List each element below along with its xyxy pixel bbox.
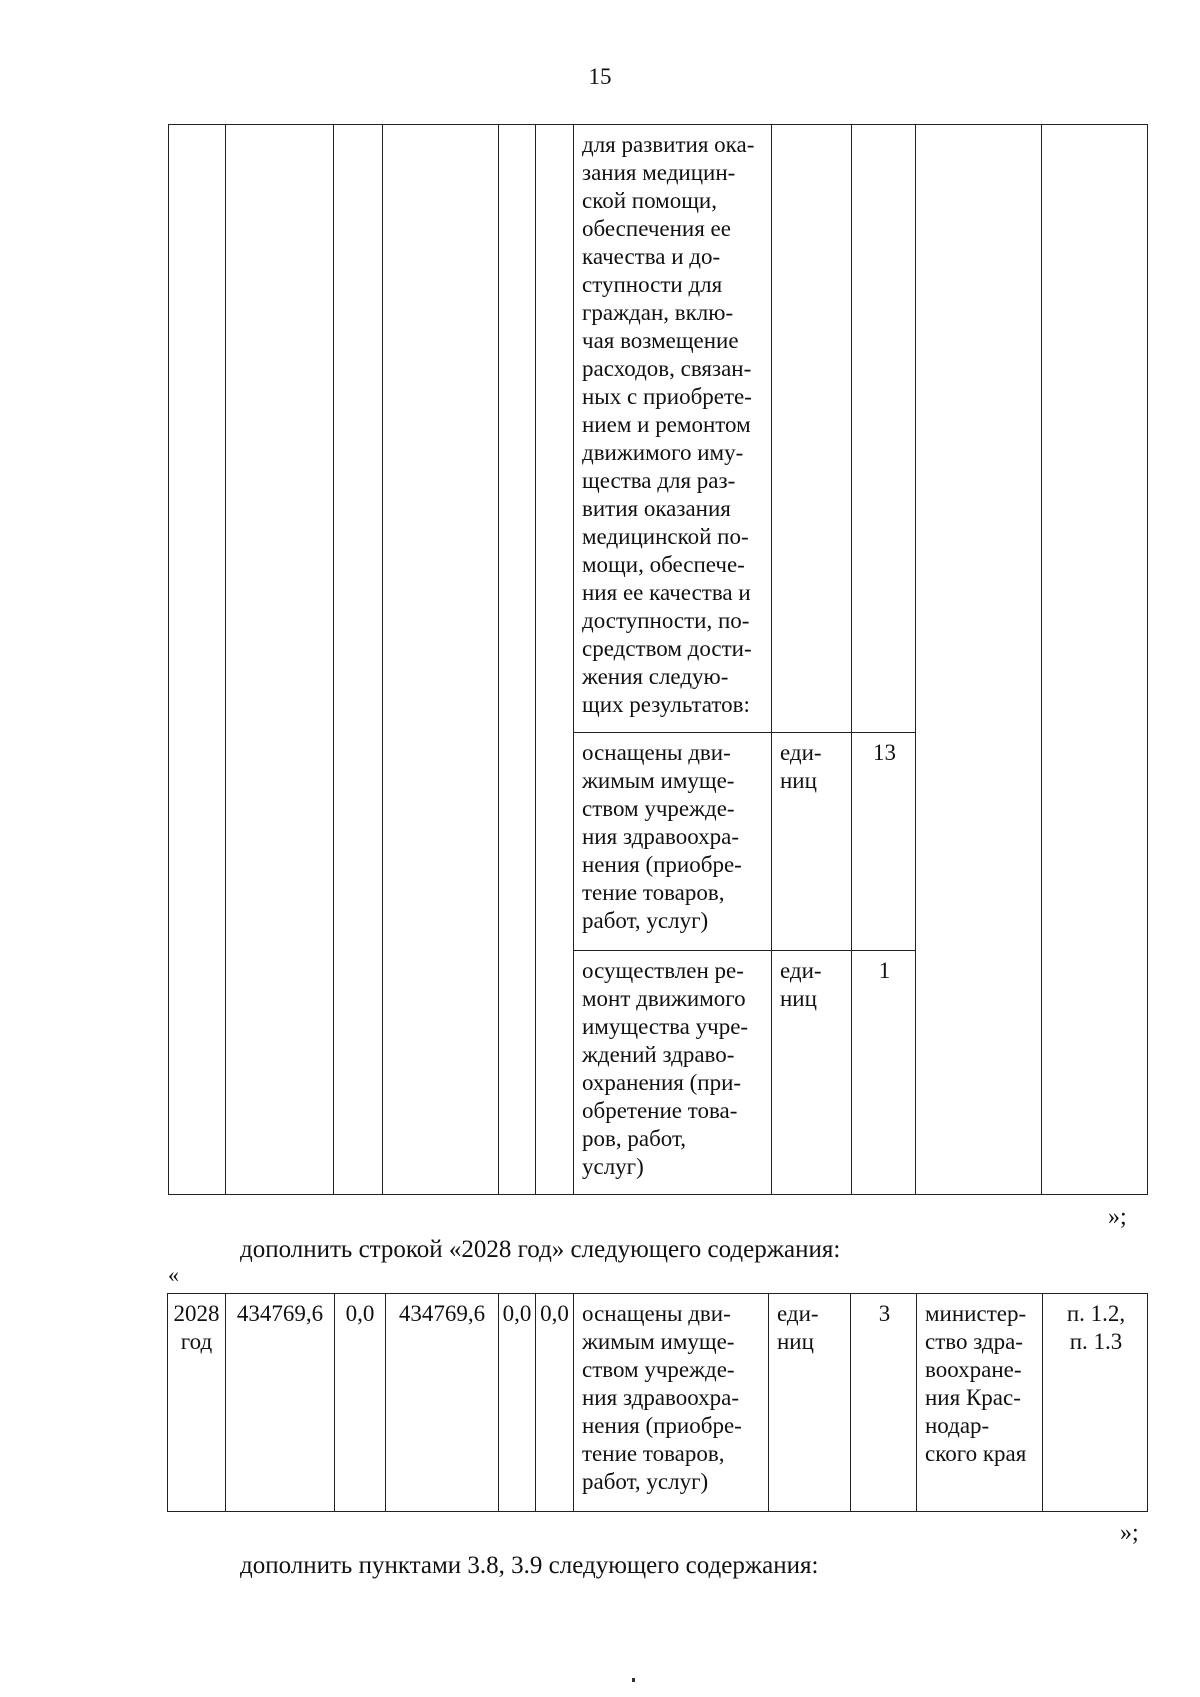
year-cell <box>168 1294 226 1512</box>
unit-text: еди- ниц <box>777 1301 819 1354</box>
empty-cell <box>916 125 1042 1195</box>
amount-cell <box>335 1294 386 1512</box>
unit-cell <box>769 1294 851 1512</box>
reference-cell <box>1043 1294 1148 1512</box>
empty-cell <box>383 125 499 1195</box>
empty-cell <box>852 125 916 733</box>
intro-text-cell <box>574 125 772 733</box>
year-text: 2028 год <box>173 1301 220 1354</box>
reference-text: п. 1.2, п. 1.3 <box>1066 1301 1126 1354</box>
intro-text: для развития ока- зания медицин- ской помощи, обеспечения ее качества и до- ступности для граждан, вклю- чая возмещение расходов, связан- ных с приобрете- нием и ремонтом движимого иму- щества для раз- вития оказания медицинской по- мощи, обеспече- ния ее качества и доступности, по- средством дости- жения следую- щих результатов: <box>582 132 755 717</box>
value-text: 13 <box>873 740 896 765</box>
unit-text: еди- ниц <box>780 740 822 793</box>
scan-dot <box>632 1678 635 1682</box>
result-text: осуществлен ре- монт движимого имущества учре- ждений здраво- охранения (при- обретение това- ров, работ, услуг) <box>582 958 749 1179</box>
amount-cell <box>536 1294 574 1512</box>
paragraph-add-row: дополнить строкой «2028 год» следующего содержания: <box>240 1236 841 1263</box>
executor-cell <box>917 1294 1043 1512</box>
result-text-cell <box>574 733 772 951</box>
unit-text: еди- ниц <box>780 958 822 1011</box>
executor-text: министер- ство здра- воохране- ния Крас- нодар- ского края <box>925 1301 1027 1466</box>
opening-quote: « <box>168 1262 179 1287</box>
amount-text: 434769,6 <box>398 1301 486 1326</box>
result-text: оснащены дви- жимым имуще- ством учрежде- ния здравоохра- нения (приобре- тение товаров, работ, услуг) <box>582 1301 742 1494</box>
amount-text: 0,0 <box>502 1301 532 1326</box>
value-cell <box>852 733 916 951</box>
amount-text: 0,0 <box>540 1301 569 1326</box>
value-text: 1 <box>878 958 891 983</box>
closing-quote: »; <box>1108 1204 1127 1230</box>
row-2028-table <box>167 1293 1148 1512</box>
empty-cell <box>536 125 574 1195</box>
amount-cell <box>499 1294 536 1512</box>
empty-cell <box>499 125 536 1195</box>
empty-cell <box>226 125 334 1195</box>
value-text: 3 <box>878 1301 891 1326</box>
result-text-cell <box>574 1294 769 1512</box>
empty-cell <box>1042 125 1148 1195</box>
result-text-cell <box>574 951 772 1195</box>
page-number: 15 <box>588 64 612 89</box>
value-cell <box>852 951 916 1195</box>
unit-cell <box>772 733 852 951</box>
empty-cell <box>334 125 383 1195</box>
continuation-table <box>168 124 1148 1195</box>
total-cell <box>226 1294 335 1512</box>
result-text: оснащены дви- жимым имуще- ством учрежде- ния здравоохра- нения (приобре- тение товаров, работ, услуг) <box>582 740 742 933</box>
value-cell <box>851 1294 917 1512</box>
empty-cell <box>169 125 226 1195</box>
amount-cell <box>386 1294 499 1512</box>
closing-quote: »; <box>1120 1520 1139 1546</box>
paragraph-add-items: дополнить пунктами 3.8, 3.9 следующего содержания: <box>240 1552 819 1579</box>
amount-text: 0,0 <box>345 1301 375 1326</box>
empty-cell <box>772 125 852 733</box>
unit-cell <box>772 951 852 1195</box>
total-text: 434769,6 <box>236 1301 324 1326</box>
